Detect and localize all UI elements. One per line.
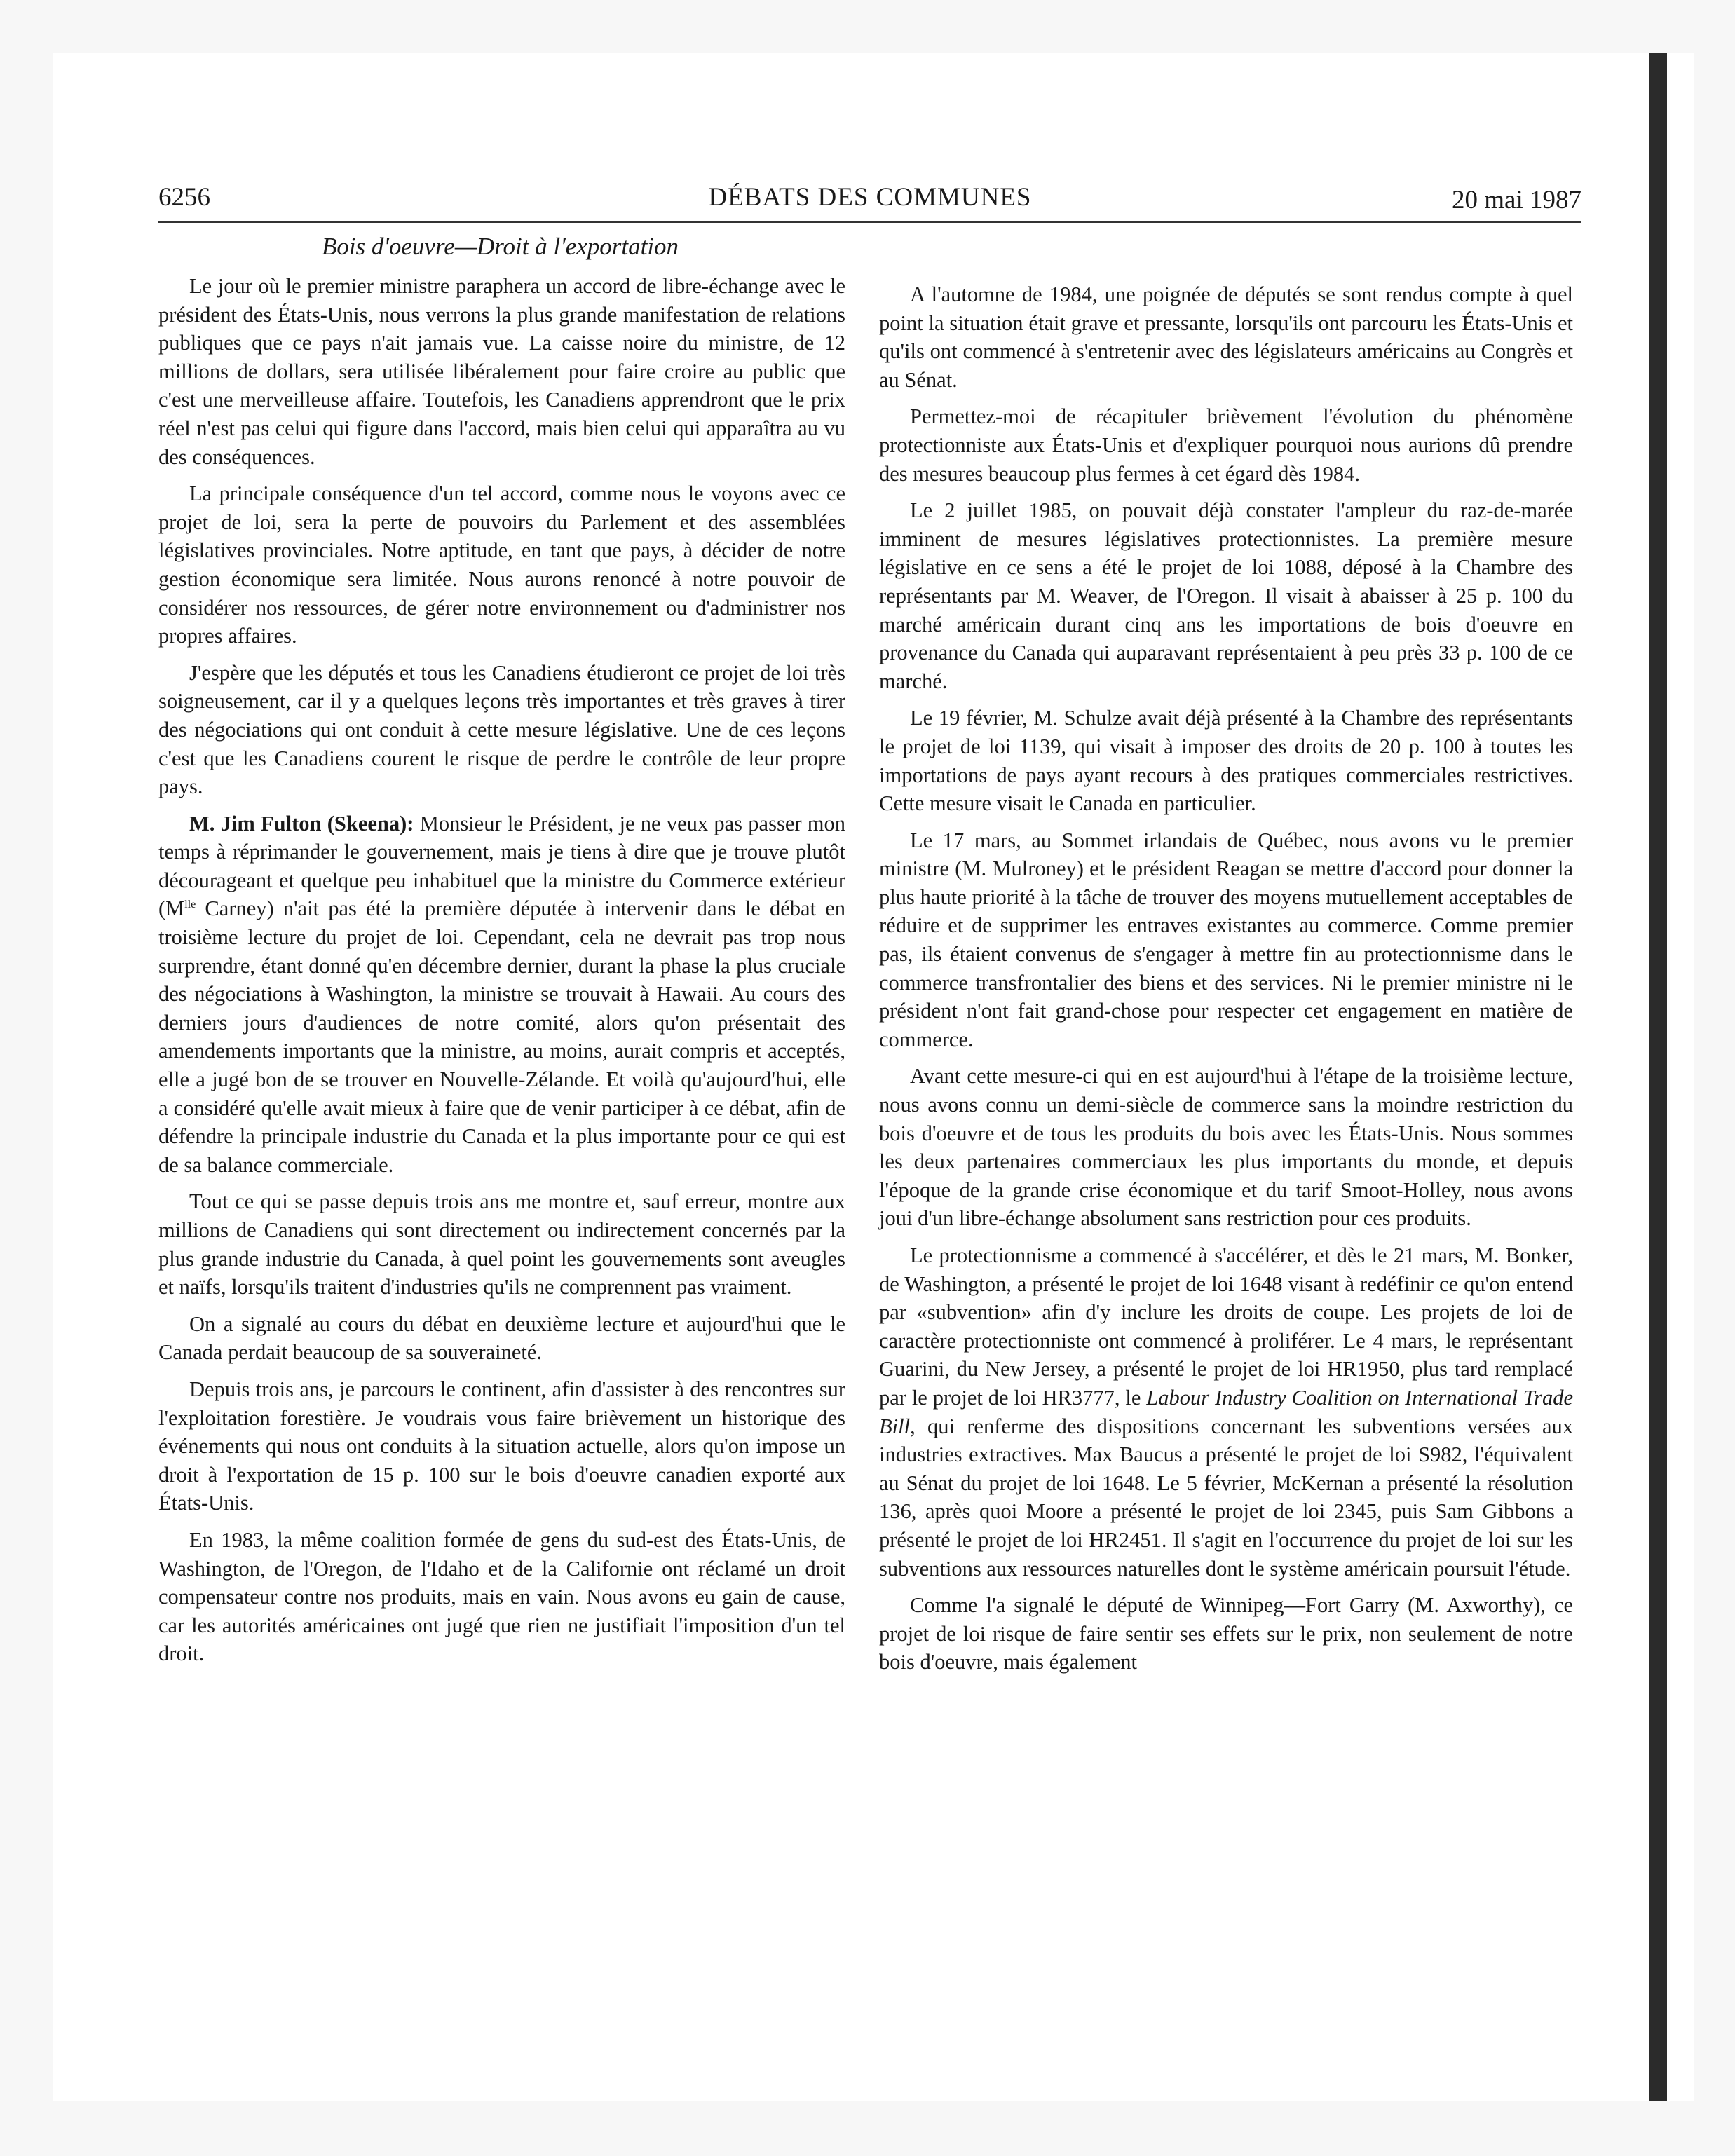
- paragraph: Comme l'a signalé le député de Winnipeg—Fort Garry (M. Axworthy), ce projet de loi risque de faire sentir ses effets sur le prix, non seulement de notre bois d'oeuvre, mais également: [879, 1593, 1573, 1674]
- paragraph: J'espère que les députés et tous les Canadiens étudieront ce projet de loi très soigneusement, car il y a quelques leçons très importantes et très graves à tirer des négociations qui ont conduit à cette mesure législative. Une de ces leçons c'est que les Canadiens courent le risque de perdre le contrôle de leur propre pays.: [158, 660, 845, 799]
- speaker-name: M. Jim Fulton (Skeena):: [189, 811, 414, 835]
- paragraph: Depuis trois ans, je parcours le continent, afin d'assister à des rencontres sur l'exploitation forestière. Je voudrais vous faire brièvement un historique des événements qui nous ont conduits à la situation actuelle, alors qu'on impose un droit à l'exportation de 15 p. 100 sur le bois d'oeuvre canadien exporté aux États-Unis.: [158, 1377, 845, 1515]
- paragraph: La principale conséquence d'un tel accord, comme nous le voyons avec ce projet de loi, sera la perte de pouvoirs du Parlement et des assemblées législatives provinciales. Notre aptitude, en tant que pays, à décider de notre gestion économique sera limitée. Nous aurons renoncé à notre pouvoir de considérer nos ressources, de gérer notre environnement ou d'administrer nos propres affaires.: [158, 482, 845, 648]
- paragraph: Tout ce qui se passe depuis trois ans me montre et, sauf erreur, montre aux millions de Canadiens qui sont directement ou indirectement concernés par la plus grande industrie du Canada, à quel point les gouvernements sont aveugles et naïfs, lorsqu'ils traitent d'industries qu'ils ne comprennent pas vraiment.: [158, 1189, 845, 1299]
- paragraph: Le 17 mars, au Sommet irlandais de Québec, nous avons vu le premier ministre (M. Mulroney) et le président Reagan se mettre d'accord pour donner la plus haute priorité à la tâche de trouver des moyens mutuellement acceptables de réduire et de supprimer les entraves existantes au commerce. Comme premier pas, ils étaient convenus de s'engager à mettre fin au protectionnisme dans le commerce transfrontalier des biens et des services. Ni le premier ministre ni le président n'ont fait grand-chose pour respecter cet engagement en matière de commerce.: [879, 828, 1573, 1051]
- paragraph: [879, 1241, 1573, 1583]
- right-column: [879, 280, 1573, 1685]
- paragraph-text: Carney) n'ait pas été la première députée à intervenir dans le débat en troisième lecture du projet de loi. Cependant, cela ne devrait pas trop nous surprendre, étant donné qu'en décembre dernier, durant la phase la plus cruciale des négociations à Washington, la ministre se trouvait à Hawaii. Au cours des derniers jours d'audiences de notre comité, alors qu'on présentait des amendements importants que la ministre, au moins, aurait compris et acceptés, elle a jugé bon de se trouver en Nouvelle-Zélande. Et voilà qu'aujourd'hui, elle a considéré qu'elle avait mieux à faire que de venir participer à ce débat, afin de défendre la principale industrie du Canada et la plus importante pour ce qui est de sa balance commerciale.: [158, 896, 845, 1177]
- bill-title: Labour Industry Coalition on International Trade Bill: [879, 1385, 1573, 1438]
- page-header: [158, 182, 1581, 223]
- left-column: [158, 272, 845, 1677]
- speaker-paragraph: [158, 810, 845, 1180]
- paragraph: Avant cette mesure-ci qui en est aujourd'hui à l'étape de la troisième lecture, nous avons connu un demi-siècle de commerce sans la moindre restriction du bois d'oeuvre et de tous les produits du bois avec les États-Unis. Nous sommes les deux partenaires commerciaux les plus importants du monde, et depuis l'époque de la grande crise économique et du tarif Smoot-Holley, nous avons joui d'un libre-échange absolument sans restriction pour ces produits.: [879, 1064, 1573, 1231]
- page-number: 6256: [158, 183, 210, 212]
- paragraph: Le jour où le premier ministre paraphera un accord de libre-échange avec le président des États-Unis, nous verrons la plus grande manifestation de relations publiques que ce pays n'ait jamais vue. La caisse noire du ministre, de 12 millions de dollars, sera utilisée libéralement pour faire croire au public que c'est une merveilleuse affaire. Toutefois, les Canadiens apprendront que le prix réel n'est pas celui qui figure dans l'accord, mais bien celui qui apparaîtra au vu des conséquences.: [158, 274, 845, 469]
- paragraph: A l'automne de 1984, une poignée de députés se sont rendus compte à quel point la situation était grave et pressante, lorsqu'ils ont parcouru les États-Unis et qu'ils ont commencé à s'entretenir avec des législateurs américains au Congrès et au Sénat.: [879, 282, 1573, 392]
- paragraph: En 1983, la même coalition formée de gens du sud-est des États-Unis, de Washington, de l'Oregon, de l'Idaho et de la Californie ont réclamé un droit compensateur contre nos produits, mais en vain. Nous avons eu gain de cause, car les autorités américaines ont jugé que rien ne justifiait l'imposition d'un tel droit.: [158, 1527, 845, 1666]
- paragraph-text: Monsieur le Président, je ne veux pas passer mon temps à réprimander le gouvernement, mais je tiens à dire que je trouve plutôt décourageant et quelque peu inhabituel que la ministre du Commerce extérieur (M: [158, 811, 845, 921]
- scan-edge-bar: [1649, 53, 1667, 2101]
- paragraph: Permettez-moi de récapituler brièvement l'évolution du phénomène protectionniste aux États-Unis et d'expliquer pourquoi nous aurions dû prendre des mesures beaucoup plus fermes à cet égard dès 1984.: [879, 404, 1573, 486]
- paragraph: On a signalé au cours du débat en deuxième lecture et aujourd'hui que le Canada perdait beaucoup de sa souveraineté.: [158, 1311, 845, 1365]
- publication-title: DÉBATS DES COMMUNES: [708, 183, 1032, 212]
- paragraph: Le 2 juillet 1985, on pouvait déjà constater l'ampleur du raz-de-marée imminent de mesures législatives protectionnistes. La première mesure législative en ce sens a été le projet de loi 1088, déposé à la Chambre des représentants par M. Weaver, de l'Oregon. Il visait à abaisser à 25 p. 100 du marché américain durant cinq ans les importations de bois d'oeuvre en provenance du Canada qui auparavant représentaient à peu près 33 p. 100 de ce marché.: [879, 498, 1573, 693]
- page-date: 20 mai 1987: [1452, 186, 1581, 214]
- title-superscript: lle: [184, 899, 196, 911]
- paragraph: Le 19 février, M. Schulze avait déjà présenté à la Chambre des représentants le projet de loi 1139, qui visait à imposer des droits de 20 p. 100 à toutes les importations de pays ayant recours à des pratiques commerciales restrictives. Cette mesure visait le Canada en particulier.: [879, 706, 1573, 816]
- paragraph-text: , qui renferme des dispositions concernant les subventions versées aux industries extractives. Max Baucus a présenté le projet de loi S982, l'équivalent au Sénat du projet de loi 1648. Le 5 février, McKernan a présenté la résolution 136, après quoi Moore a présenté le projet de loi 2345, puis Sam Gibbons a présenté le projet de loi HR2451. Il s'agit en l'occurrence du projet de loi sur les subventions aux ressources naturelles dont le système américain poursuit l'étude.: [879, 1414, 1573, 1581]
- section-subheading: Bois d'oeuvre—Droit à l'exportation: [321, 233, 679, 260]
- paragraph-text: Le protectionnisme a commencé à s'accélérer, et dès le 21 mars, M. Bonker, de Washington, a présenté le projet de loi 1648 visant à redéfinir ce qu'on entend par «subvention» afin d'y inclure les droits de coupe. Les projets de loi de caractère protectionniste ont commencé à proliférer. Le 4 mars, le représentant Guarini, du New Jersey, a présenté le projet de loi HR1950, plus tard remplacé par le projet de loi HR3777, le: [879, 1243, 1573, 1410]
